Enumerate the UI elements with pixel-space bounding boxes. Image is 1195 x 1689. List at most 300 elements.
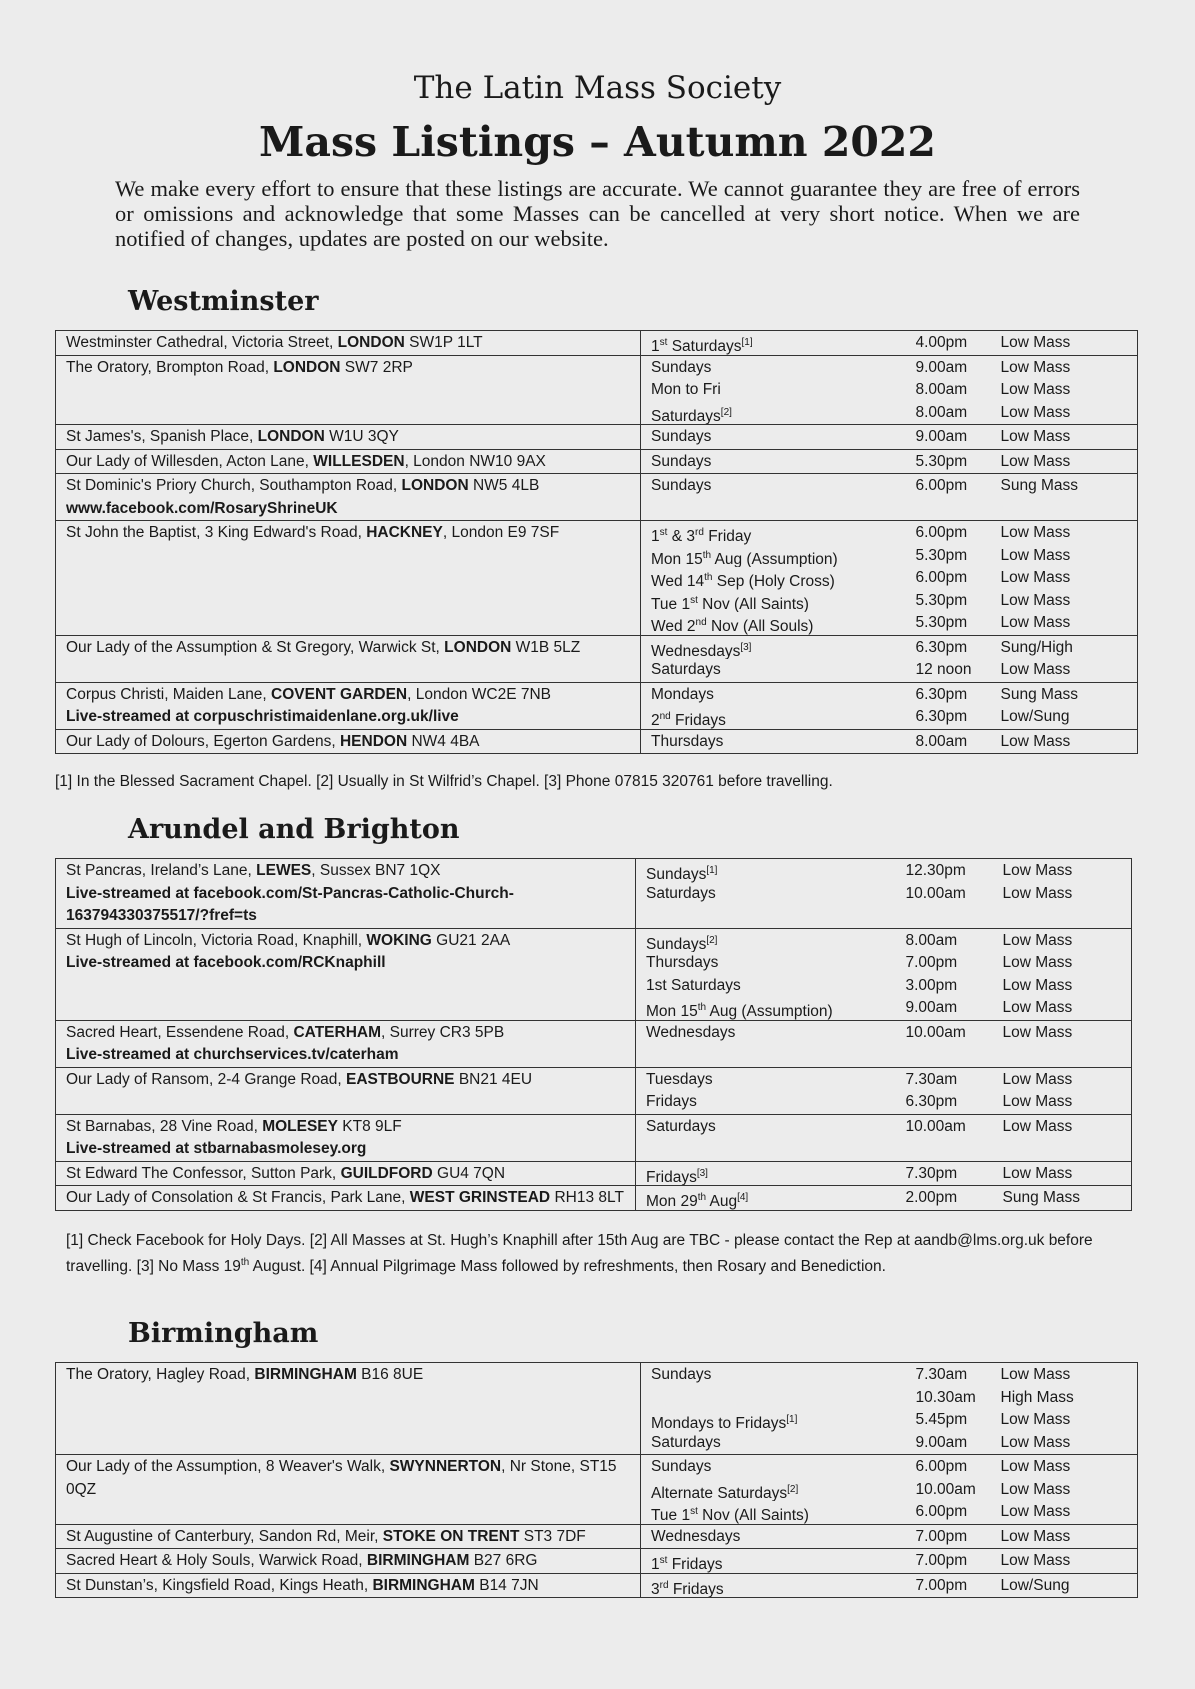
days-cell — [641, 1363, 916, 1455]
mass-type-line: High Mass — [1000, 1388, 1074, 1406]
text-run: , London WC2E 7NB — [407, 685, 552, 703]
mass-type-cell — [1001, 1455, 1138, 1525]
text-run: St Barnabas, 28 Vine Road, — [66, 1117, 263, 1135]
time-line: 7.30pm — [905, 1164, 958, 1182]
mass-type-line: Low Mass — [1002, 1164, 1073, 1182]
mass-type-cell — [1001, 331, 1138, 356]
mass-type-line: Sung Mass — [1000, 685, 1079, 703]
text-run: Mon 15 — [646, 1003, 698, 1020]
location-cell — [56, 1549, 641, 1574]
text-run: , Surrey CR3 5PB — [381, 1023, 505, 1041]
mass-type-line: Low Mass — [1000, 1366, 1071, 1383]
time-cell — [916, 425, 1001, 450]
text-run: [1] Check Facebook for Holy Days. [2] All Masses at St. Hugh’s Knaphill after 15th Aug are TBC - please contact the Rep at aandb@lms.org.uk before travelling. [3] No Mass 19 — [66, 1232, 1093, 1276]
text-run: St Pancras, Ireland’s Lane, — [66, 862, 257, 879]
text-run: KT8 9LF — [337, 1117, 402, 1135]
text-run: BIRMINGHAM — [366, 1552, 470, 1569]
mass-type-line: Low Mass — [1002, 931, 1073, 949]
time-cell — [916, 1524, 1001, 1549]
table-row — [56, 474, 1138, 521]
mass-type-line: Low Mass — [1000, 1411, 1071, 1428]
location-line — [66, 522, 630, 545]
text-run: St Hugh of Lincoln, Victoria Road, Knaphill, — [66, 931, 367, 949]
day-line — [651, 426, 906, 449]
day-line — [651, 731, 906, 754]
text-run: Saturdays — [646, 884, 716, 902]
time-cell — [916, 449, 1001, 474]
mass-type-cell — [1003, 1020, 1132, 1067]
text-run: GUILDFORD — [340, 1164, 433, 1182]
time-cell — [906, 1114, 1003, 1161]
text-run: 3 — [651, 1580, 660, 1597]
time-line: 3.00pm — [905, 976, 958, 994]
time-line: 10.00am — [915, 1480, 976, 1498]
mass-type-cell — [1001, 635, 1138, 682]
text-run: Sundays — [651, 477, 712, 494]
table-row — [56, 1573, 1138, 1598]
mass-type-line: Low Mass — [1000, 1503, 1071, 1520]
mass-type-cell — [1001, 682, 1138, 729]
mass-type-line: Low Mass — [1000, 661, 1071, 678]
mass-type-line: Low Mass — [1002, 976, 1073, 994]
text-run: CATERHAM — [293, 1023, 382, 1041]
text-run: LONDON — [444, 638, 512, 656]
mass-type-cell — [1003, 928, 1132, 1020]
text-run: St Dunstan’s, Kingsfield Road, Kings Heath, — [66, 1576, 373, 1594]
footnote-arundel-brighton — [66, 1230, 1136, 1278]
day-line — [651, 402, 906, 425]
time-cell — [916, 521, 1001, 636]
day-line — [646, 952, 896, 975]
location-line — [66, 637, 630, 660]
superscript: st — [659, 1555, 668, 1566]
text-run: Mondays — [651, 685, 714, 703]
mass-table-birmingham — [55, 1362, 1138, 1598]
day-line — [646, 1069, 896, 1092]
mass-type-line: Sung Mass — [1002, 1189, 1081, 1206]
day-line — [651, 567, 906, 590]
text-run: Sundays — [646, 866, 707, 883]
text-run: Sundays — [651, 452, 712, 470]
superscript: [2] — [787, 1483, 799, 1495]
table-row — [56, 425, 1138, 450]
superscript: th — [702, 549, 712, 561]
text-run: Sacred Heart & Holy Souls, Warwick Road, — [66, 1552, 367, 1569]
location-line — [66, 357, 630, 380]
text-run: Mon 29 — [646, 1193, 698, 1210]
text-run: Sep (Holy Cross) — [712, 573, 835, 590]
text-run: Fridays — [667, 1556, 723, 1573]
day-line — [651, 590, 906, 613]
time-cell — [906, 1186, 1003, 1211]
text-run: Our Lady of Willesden, Acton Lane, — [66, 452, 314, 470]
time-cell — [916, 1363, 1001, 1455]
text-run: Live-streamed at churchservices.tv/caterham — [66, 1046, 399, 1063]
time-line: 9.00am — [915, 358, 968, 376]
superscript: [3] — [740, 641, 752, 653]
time-line: 6.30pm — [905, 1093, 958, 1110]
location-cell — [56, 682, 641, 729]
time-cell — [916, 635, 1001, 682]
text-run: Sacred Heart, Essendene Road, — [66, 1023, 294, 1041]
text-run: St John the Baptist, 3 King Edward's Road, — [66, 524, 367, 541]
text-run: 1 — [651, 1556, 660, 1573]
location-line — [66, 952, 625, 975]
mass-type-line: Low Mass — [1000, 1458, 1071, 1475]
day-line — [651, 522, 906, 545]
text-run: [1] In the Blessed Sacrament Chapel. [2] Usually in St Wilfrid’s Chapel. [3] Phone 07815 320761 before travelling. — [55, 773, 833, 790]
table-row — [56, 449, 1138, 474]
table-row — [56, 1455, 1138, 1525]
time-cell — [916, 474, 1001, 521]
time-cell — [906, 859, 1003, 929]
location-line — [66, 1575, 630, 1598]
time-line: 10.00am — [905, 884, 966, 902]
superscript: [2] — [720, 406, 732, 418]
superscript: [2] — [706, 934, 718, 946]
mass-type-cell — [1001, 1573, 1138, 1598]
mass-type-line: Low Mass — [1002, 884, 1073, 902]
time-cell — [906, 1020, 1003, 1067]
day-line — [646, 1187, 896, 1210]
text-run: Alternate Saturdays — [651, 1484, 788, 1501]
location-line — [66, 1022, 625, 1045]
mass-type-line: Low Mass — [1002, 1070, 1073, 1088]
location-cell — [56, 729, 641, 754]
time-line: 7.00pm — [905, 954, 958, 971]
text-run: W1U 3QY — [324, 428, 399, 445]
text-run: SWYNNERTON — [389, 1458, 502, 1475]
text-run: Live-streamed at stbarnabasmolesey.org — [66, 1140, 367, 1157]
day-line — [651, 545, 906, 568]
mass-type-cell — [1001, 355, 1138, 425]
location-line — [66, 1069, 625, 1092]
day-line — [651, 684, 906, 707]
text-run: B14 7JN — [474, 1576, 539, 1594]
days-cell — [636, 1161, 906, 1186]
time-line: 4.00pm — [915, 334, 968, 351]
day-line — [651, 706, 906, 729]
text-run: Our Lady of Consolation & St Francis, Park Lane, — [66, 1189, 410, 1206]
time-line: 6.30pm — [915, 638, 968, 656]
mass-type-line: Sung/High — [1000, 638, 1073, 656]
time-cell — [916, 729, 1001, 754]
mass-type-line: Low Mass — [1000, 334, 1071, 351]
mass-type-cell — [1001, 729, 1138, 754]
text-run: Wed 2 — [651, 618, 696, 635]
superscript: rd — [694, 527, 704, 538]
days-cell — [641, 331, 916, 356]
time-line: 5.30pm — [915, 546, 968, 564]
time-line: 10.00am — [905, 1023, 966, 1041]
location-cell — [56, 449, 641, 474]
table-row — [56, 859, 1132, 929]
section-title-westminster: Westminster — [128, 286, 319, 317]
text-run: Saturdays — [651, 1433, 721, 1451]
time-line: 7.30am — [915, 1366, 968, 1383]
text-run: NW5 4LB — [468, 477, 540, 494]
day-line — [651, 1409, 906, 1432]
table-row — [56, 521, 1138, 636]
text-run: August. [4] Annual Pilgrimage Mass followed by refreshments, then Rosary and Benediction. — [249, 1258, 886, 1276]
location-cell — [56, 425, 641, 450]
text-run: Thursdays — [646, 954, 719, 971]
text-run: Live-streamed at facebook.com/RCKnaphill — [66, 954, 386, 971]
text-run: Fridays — [668, 1580, 724, 1597]
day-line — [651, 1432, 906, 1455]
table-row — [56, 355, 1138, 425]
time-line: 5.30pm — [915, 591, 968, 609]
mass-type-cell — [1001, 521, 1138, 636]
table-row — [56, 1186, 1132, 1211]
table-row — [56, 1161, 1132, 1186]
days-cell — [636, 1186, 906, 1211]
superscript: st — [659, 337, 668, 348]
location-line — [66, 475, 630, 498]
location-line — [66, 1526, 630, 1549]
day-line — [651, 1526, 906, 1549]
day-line — [651, 451, 906, 474]
time-cell — [906, 928, 1003, 1020]
day-line — [651, 1364, 906, 1387]
table-row — [56, 928, 1132, 1020]
time-line: 12.30pm — [905, 862, 966, 879]
location-line — [66, 1364, 630, 1387]
table-row — [56, 331, 1138, 356]
location-cell — [56, 1114, 636, 1161]
text-run: Mondays to Fridays — [651, 1415, 787, 1432]
location-cell — [56, 1524, 641, 1549]
superscript: st — [659, 527, 668, 538]
time-line: 7.00pm — [915, 1576, 968, 1594]
day-line — [646, 997, 896, 1020]
text-run: LONDON — [401, 477, 469, 494]
day-line — [646, 930, 896, 953]
text-run: Fridays — [646, 1093, 697, 1110]
time-cell — [916, 355, 1001, 425]
day-line — [646, 1163, 896, 1186]
days-cell — [636, 928, 906, 1020]
text-run: Nov (All Souls) — [706, 618, 814, 635]
location-line — [66, 498, 630, 521]
time-line: 6.30pm — [915, 708, 968, 725]
text-run: Our Lady of the Assumption, 8 Weaver's Walk, — [66, 1458, 390, 1475]
time-line: 9.00am — [905, 999, 958, 1016]
text-run: Wed 14 — [651, 573, 705, 590]
table-row — [56, 1363, 1138, 1455]
text-run: Corpus Christi, Maiden Lane, — [66, 685, 272, 703]
table-row — [56, 1067, 1132, 1114]
days-cell — [641, 355, 916, 425]
text-run: Wednesdays — [651, 1527, 741, 1545]
text-run: Sundays — [651, 1458, 712, 1475]
days-cell — [636, 859, 906, 929]
day-line — [651, 612, 906, 635]
mass-type-cell — [1003, 1161, 1132, 1186]
text-run: LONDON — [337, 334, 405, 351]
text-run: STOKE ON TRENT — [382, 1527, 520, 1545]
text-run: Aug (Assumption) — [706, 1003, 833, 1020]
text-run: Westminster Cathedral, Victoria Street, — [66, 334, 338, 351]
location-line — [66, 930, 625, 953]
location-line — [66, 1163, 625, 1186]
table-row — [56, 682, 1138, 729]
text-run: Nov (All Saints) — [697, 1507, 809, 1524]
text-run: 1 — [651, 338, 660, 355]
text-run: & 3 — [667, 528, 695, 545]
text-run: Saturdays — [651, 407, 721, 424]
mass-type-cell — [1001, 449, 1138, 474]
mass-type-line: Low Mass — [1000, 452, 1071, 470]
text-run: Tue 1 — [651, 1507, 691, 1524]
day-line — [646, 1022, 896, 1045]
day-line — [651, 379, 906, 402]
mass-type-cell — [1003, 859, 1132, 929]
mass-type-line: Low Mass — [1002, 1093, 1073, 1110]
location-line — [66, 731, 630, 754]
text-run: Wednesdays — [651, 642, 741, 659]
mass-type-line: Low Mass — [1000, 358, 1071, 376]
day-line — [651, 332, 906, 355]
section-title-birmingham: Birmingham — [128, 1318, 319, 1349]
table-row — [56, 729, 1138, 754]
mass-type-line: Low Mass — [1000, 546, 1071, 564]
mass-type-cell — [1001, 474, 1138, 521]
text-run: GU4 7QN — [432, 1164, 506, 1182]
mass-type-line: Low Mass — [1002, 954, 1073, 971]
superscript: [1] — [741, 337, 753, 348]
text-run: LONDON — [257, 428, 325, 445]
time-line: 8.00am — [905, 931, 958, 949]
mass-type-line: Low Mass — [1000, 732, 1071, 750]
text-run: St James's, Spanish Place, — [66, 428, 258, 445]
day-line — [646, 1091, 896, 1114]
text-run: MOLESEY — [262, 1117, 338, 1135]
text-run: Aug — [706, 1193, 738, 1210]
time-line: 8.00am — [915, 732, 968, 750]
days-cell — [641, 521, 916, 636]
superscript: nd — [659, 711, 671, 722]
day-line — [646, 860, 896, 883]
mass-type-line: Low Mass — [1002, 1023, 1073, 1041]
location-line — [66, 860, 625, 883]
day-line — [651, 357, 906, 380]
time-line: 6.00pm — [915, 569, 968, 586]
day-line — [651, 637, 906, 660]
mass-type-line: Low Mass — [1000, 428, 1071, 445]
days-cell — [636, 1114, 906, 1161]
mass-type-line: Low Mass — [1000, 1480, 1071, 1498]
mass-type-line: Low Mass — [1000, 1433, 1071, 1451]
footnote-westminster — [55, 771, 1137, 793]
mass-type-line: Low Mass — [1002, 1117, 1073, 1135]
location-cell — [56, 928, 636, 1020]
text-run: 1 — [651, 528, 660, 545]
text-run: The Oratory, Brompton Road, — [66, 358, 274, 376]
location-cell — [56, 635, 641, 682]
day-line — [646, 1116, 896, 1139]
location-cell — [56, 1455, 641, 1525]
text-run: Nov (All Saints) — [697, 595, 809, 612]
text-run: B27 6RG — [469, 1552, 538, 1569]
text-run: Wednesdays — [646, 1023, 736, 1041]
text-run: ST3 7DF — [519, 1527, 586, 1545]
days-cell — [636, 1020, 906, 1067]
text-run: St Edward The Confessor, Sutton Park, — [66, 1164, 341, 1182]
text-run: NW4 4BA — [407, 732, 480, 750]
location-line — [66, 1116, 625, 1139]
text-run: LEWES — [256, 862, 312, 879]
superscript: st — [690, 1506, 698, 1517]
days-cell — [641, 474, 916, 521]
text-run: Fridays — [670, 712, 726, 729]
table-row — [56, 1020, 1132, 1067]
text-run: Friday — [703, 528, 752, 545]
location-line — [66, 1044, 625, 1067]
location-line — [66, 332, 630, 355]
text-run: The Oratory, Hagley Road, — [66, 1366, 255, 1383]
day-line — [651, 1479, 906, 1502]
mass-type-line: Low/Sung — [1000, 708, 1070, 725]
mass-type-line: Low Mass — [1000, 1552, 1071, 1569]
text-run: WOKING — [366, 931, 432, 949]
text-run: GU21 2AA — [431, 931, 511, 949]
mass-type-line: Sung Mass — [1000, 477, 1079, 494]
days-cell — [641, 1524, 916, 1549]
location-cell — [56, 521, 641, 636]
superscript: [1] — [786, 1414, 798, 1425]
mass-table-westminster — [55, 330, 1138, 754]
location-cell — [56, 1067, 636, 1114]
days-cell — [641, 425, 916, 450]
day-line — [646, 975, 896, 998]
text-run: St Dominic's Priory Church, Southampton Road, — [66, 477, 402, 494]
superscript: [1] — [706, 865, 718, 876]
time-line: 12 noon — [915, 661, 972, 678]
text-run: Sundays — [651, 1366, 712, 1383]
text-run: , Nr Stone, ST15 0QZ — [66, 1458, 617, 1498]
days-cell — [641, 449, 916, 474]
days-cell — [641, 729, 916, 754]
text-run: Saturdays — [646, 1117, 716, 1135]
location-cell — [56, 1020, 636, 1067]
location-cell — [56, 1573, 641, 1598]
mass-type-line: Low Mass — [1000, 569, 1071, 586]
time-line: 5.45pm — [915, 1411, 968, 1428]
time-line: 8.00am — [915, 381, 968, 398]
text-run: B16 8UE — [356, 1366, 424, 1383]
days-cell — [636, 1067, 906, 1114]
location-cell — [56, 474, 641, 521]
location-line — [66, 706, 630, 729]
text-run: Sundays — [651, 428, 712, 445]
mass-type-cell — [1001, 1524, 1138, 1549]
text-run: Our Lady of the Assumption & St Gregory, Warwick St, — [66, 638, 445, 656]
mass-type-line: Low Mass — [1000, 614, 1071, 631]
location-cell — [56, 1186, 636, 1211]
text-run: WEST GRINSTEAD — [409, 1189, 551, 1206]
text-run: www.facebook.com/RosaryShrineUK — [66, 499, 338, 517]
mass-type-line: Low Mass — [1000, 1527, 1071, 1545]
time-line: 6.30pm — [915, 685, 968, 703]
superscript: st — [690, 594, 698, 606]
time-line: 8.00am — [915, 403, 968, 421]
text-run: W1B 5LZ — [511, 638, 581, 656]
superscript: nd — [695, 617, 707, 628]
time-line: 6.00pm — [915, 1503, 968, 1520]
time-line: 7.00pm — [915, 1527, 968, 1545]
text-run: Tuesdays — [646, 1070, 713, 1088]
